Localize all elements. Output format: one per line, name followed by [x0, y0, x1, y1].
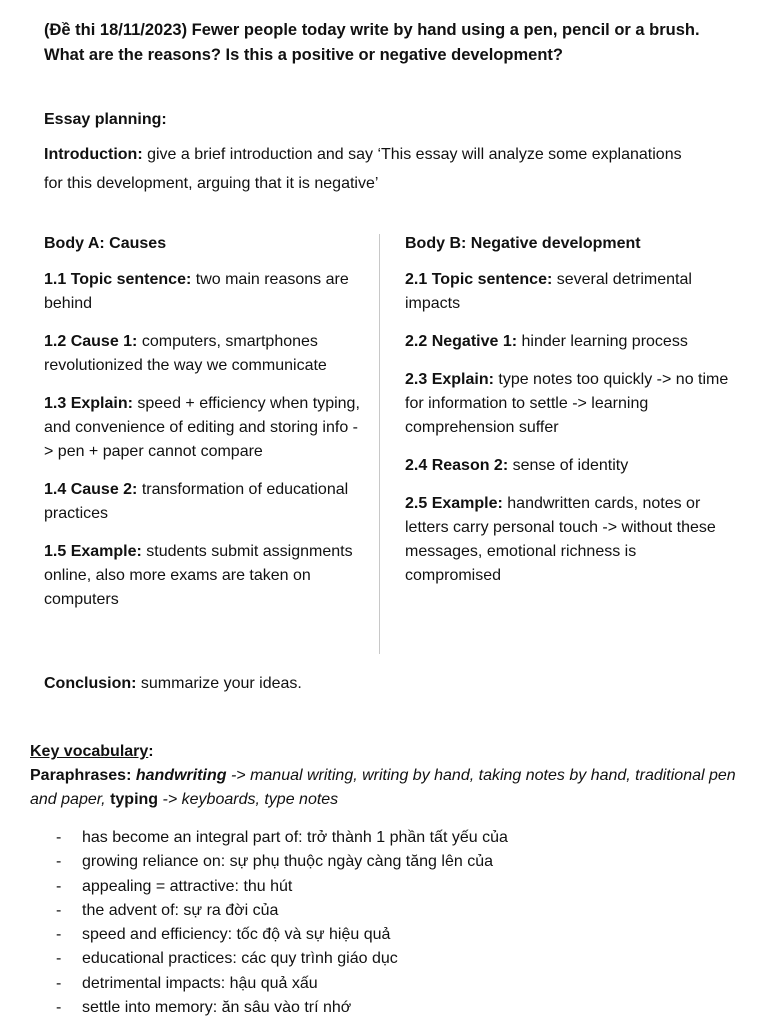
vocab-entry: the advent of: sự ra đời của: [82, 901, 279, 919]
point-label: 2.4 Reason 2:: [405, 457, 509, 474]
point-text: handwritten cards, notes or letters carry personal touch -> without these messages, emotional richness is compromised: [405, 495, 716, 584]
key-vocabulary-section: [30, 740, 740, 1020]
body-b-point: [405, 268, 735, 316]
paraphrases-label: Paraphrases:: [30, 767, 136, 784]
body-b-point: [405, 330, 735, 354]
vocab-entry: detrimental impacts: hậu quả xấu: [82, 974, 318, 992]
dash-bullet: -: [56, 877, 62, 895]
list-item: [30, 850, 740, 874]
vocab-entry: speed and efficiency: tốc độ và sự hiệu quả: [82, 926, 391, 944]
body-b-heading: Body B: Negative development: [405, 235, 641, 252]
vocab-entry: has become an integral part of: trở thành 1 phần tất yếu của: [82, 829, 508, 846]
point-label: 2.5 Example:: [405, 495, 503, 512]
point-text: two main reasons are behind: [44, 271, 349, 312]
paraphrase-handwriting-synonyms: -> manual writing, writing by hand, taking notes by hand, traditional pen and paper,: [30, 767, 736, 808]
point-label: 2.1 Topic sentence:: [405, 271, 553, 288]
column-divider: [379, 234, 380, 654]
dash-bullet: -: [56, 853, 62, 871]
point-label: 1.5 Example:: [44, 543, 142, 560]
conclusion-label: Conclusion:: [44, 675, 137, 692]
point-label: 1.1 Topic sentence:: [44, 271, 192, 288]
dash-bullet: -: [56, 926, 62, 944]
conclusion-text: summarize your ideas.: [136, 675, 302, 692]
essay-planning-label: Essay planning:: [44, 111, 167, 128]
list-item: [30, 899, 740, 923]
paraphrase-term-typing: typing: [110, 791, 159, 808]
point-label: 1.4 Cause 2:: [44, 481, 138, 498]
conclusion-paragraph: [44, 672, 302, 696]
point-text: transformation of educational practices: [44, 481, 349, 522]
body-a-point: [44, 330, 362, 378]
point-text: type notes too quickly -> no time for information to settle -> learning comprehension suffer: [405, 371, 729, 436]
point-text: sense of identity: [508, 457, 629, 474]
list-item: [30, 826, 740, 850]
key-vocabulary-heading: [30, 740, 740, 764]
body-a-point: [44, 268, 362, 316]
point-text: several detrimental impacts: [405, 271, 692, 312]
vocab-entry: educational practices: các quy trình giáo dục: [82, 950, 398, 968]
paraphrase-term-handwriting: handwriting: [135, 767, 227, 784]
paraphrases-line: [30, 764, 740, 812]
point-label: 1.3 Explain:: [44, 395, 133, 412]
body-a-point: [44, 478, 362, 526]
key-vocabulary-heading-text: Key vocabulary: [30, 743, 149, 760]
list-item: [30, 996, 740, 1020]
list-item: [30, 875, 740, 899]
body-b-point: [405, 492, 735, 588]
list-item: [30, 947, 740, 971]
page-title: (Đề thi 18/11/2023) Fewer people today write by hand using a pen, pencil or a brush. What are the reasons? Is this a positive or negative development?: [44, 21, 700, 64]
introduction-paragraph: [44, 140, 684, 198]
dash-bullet: -: [56, 999, 62, 1017]
body-a-column: [44, 232, 362, 626]
point-label: 1.2 Cause 1:: [44, 333, 138, 350]
point-label: 2.2 Negative 1:: [405, 333, 518, 350]
point-text: speed + efficiency when typing, and convenience of editing and storing info -> pen + paper cannot compare: [44, 395, 360, 460]
vocab-entry: appealing = attractive: thu hút: [82, 877, 293, 895]
introduction-text: give a brief introduction and say ‘This essay will analyze some explanations for this development, arguing that it is negative’: [44, 146, 682, 192]
point-text: computers, smartphones revolutionized the way we communicate: [44, 333, 327, 374]
vocab-entry: growing reliance on: sự phụ thuộc ngày càng tăng lên của: [82, 853, 493, 871]
point-text: hinder learning process: [517, 333, 688, 350]
body-b-point: [405, 368, 735, 440]
vocab-entry: settle into memory: ăn sâu vào trí nhớ: [82, 999, 352, 1017]
dash-bullet: -: [56, 901, 62, 919]
body-b-point: [405, 454, 735, 478]
point-text: students submit assignments online, also more exams are taken on computers: [44, 543, 353, 608]
list-item: [30, 923, 740, 947]
vocabulary-list: [30, 826, 740, 1020]
body-a-point: [44, 392, 362, 464]
dash-bullet: -: [56, 974, 62, 992]
dash-bullet: -: [56, 950, 62, 968]
point-label: 2.3 Explain:: [405, 371, 494, 388]
dash-bullet: -: [56, 829, 62, 846]
list-item: [30, 972, 740, 996]
body-b-column: [405, 232, 735, 602]
body-a-heading: Body A: Causes: [44, 235, 167, 252]
introduction-label: Introduction:: [44, 146, 143, 163]
paraphrase-typing-synonyms: -> keyboards, type notes: [158, 791, 339, 808]
body-a-point: [44, 540, 362, 612]
key-vocabulary-heading-colon: :: [148, 743, 154, 760]
